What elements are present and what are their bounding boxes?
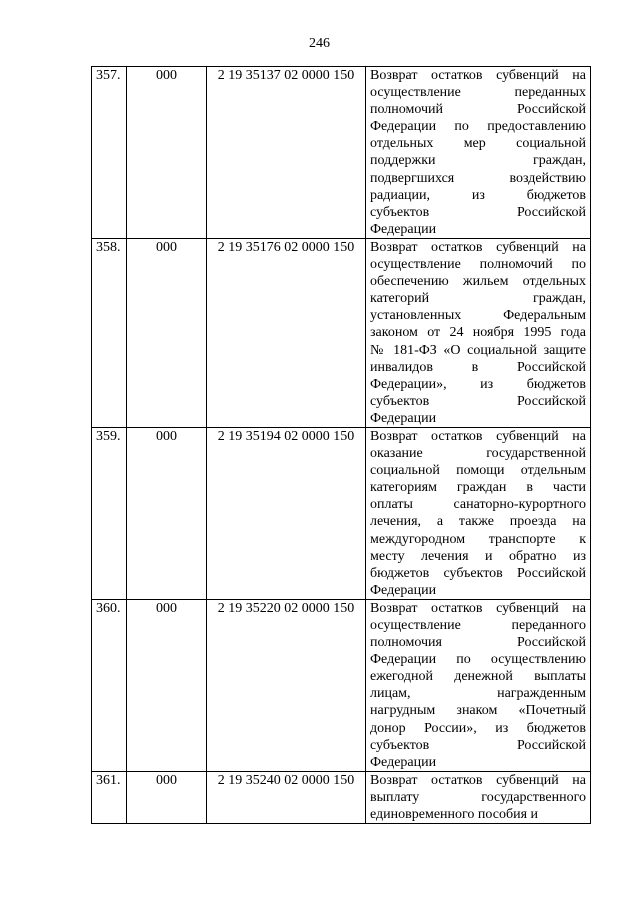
description-line: выплату государственного (370, 789, 586, 805)
description-line: лечения, а также проезда на (370, 514, 586, 530)
table-row (92, 238, 591, 427)
row-number-cell: 358. (92, 238, 127, 427)
row-number-cell: 359. (92, 427, 127, 599)
description-line: Федерации по предоставлению (370, 119, 586, 135)
description-line: № 181-ФЗ «О социальной защите (370, 342, 586, 358)
description-line: инвалидов в Российской (370, 359, 586, 375)
description-line: Возврат остатков субвенций на (370, 239, 586, 255)
budget-code-cell: 2 19 35137 02 0000 150 (207, 67, 366, 239)
description-line: категорий граждан, (370, 291, 586, 307)
description-line: полномочия Российской (370, 635, 586, 651)
description-cell (366, 599, 591, 771)
admin-code-cell: 000 (127, 427, 207, 599)
description-line: радиации, из бюджетов (370, 187, 586, 203)
description-line: субъектов Российской (370, 393, 586, 409)
description-line: оказание государственной (370, 446, 586, 462)
description-line: отдельных мер социальной (370, 136, 586, 152)
row-number-cell: 360. (92, 599, 127, 771)
description-line: Возврат остатков субвенций на (370, 428, 586, 444)
budget-code-cell: 2 19 35194 02 0000 150 (207, 427, 366, 599)
description-line: Федерации (370, 410, 437, 426)
description-cell (366, 771, 591, 823)
description-line: ежегодной денежной выплаты (370, 669, 586, 685)
description-line: месту лечения и обратно из (370, 548, 586, 564)
table-row (92, 771, 591, 823)
description-line: субъектов Российской (370, 204, 586, 220)
description-line: Возврат остатков субвенций на (370, 600, 586, 616)
description-line: установленных Федеральным (370, 308, 586, 324)
description-line: Федерации (370, 582, 437, 598)
description-line: бюджетов субъектов Российской (370, 565, 586, 581)
table-row (92, 599, 591, 771)
admin-code-cell: 000 (127, 599, 207, 771)
description-line: полномочий Российской (370, 102, 586, 118)
page-number: 246 (309, 36, 330, 51)
table-row (92, 67, 591, 239)
description-line: социальной помощи отдельным (370, 463, 586, 479)
description-line: нагрудным знаком «Почетный (370, 703, 586, 719)
description-line: осуществление переданного (370, 618, 586, 633)
description-cell (366, 427, 591, 599)
description-line: Возврат остатков субвенций на (370, 68, 586, 83)
description-line: поддержки граждан, (370, 153, 586, 169)
description-line: осуществление переданных (370, 85, 586, 101)
description-line: осуществление полномочий по (370, 257, 586, 273)
description-line: междугородном транспорте к (370, 531, 586, 547)
table-body (92, 67, 591, 824)
admin-code-cell: 000 (127, 238, 207, 427)
table-row (92, 427, 591, 599)
admin-code-cell: 000 (127, 67, 207, 239)
description-line: оплаты санаторно-курортного (370, 497, 586, 513)
description-line: лицам, награжденным (370, 686, 586, 702)
budget-code-cell: 2 19 35220 02 0000 150 (207, 599, 366, 771)
row-number-cell: 361. (92, 771, 127, 823)
budget-code-cell: 2 19 35240 02 0000 150 (207, 771, 366, 823)
description-line: категориям граждан в части (370, 480, 586, 496)
description-line: донор России», из бюджетов (370, 720, 586, 736)
description-line: единовременного пособия и (370, 807, 539, 823)
admin-code-cell: 000 (127, 771, 207, 823)
description-line: Федерации по осуществлению (370, 652, 586, 668)
description-line: подвергшихся воздействию (370, 170, 586, 186)
description-line: законом от 24 ноября 1995 года (370, 325, 586, 341)
budget-code-cell: 2 19 35176 02 0000 150 (207, 238, 366, 427)
description-line: обеспечению жильем отдельных (370, 274, 586, 290)
budget-codes-table (91, 66, 591, 824)
description-cell (366, 67, 591, 239)
description-line: Федерации», из бюджетов (370, 376, 586, 392)
description-line: Возврат остатков субвенций на (370, 772, 586, 788)
description-line: Федерации (370, 754, 437, 770)
row-number-cell: 357. (92, 67, 127, 239)
description-line: Федерации (370, 221, 437, 237)
description-cell (366, 238, 591, 427)
description-line: субъектов Российской (370, 737, 586, 753)
